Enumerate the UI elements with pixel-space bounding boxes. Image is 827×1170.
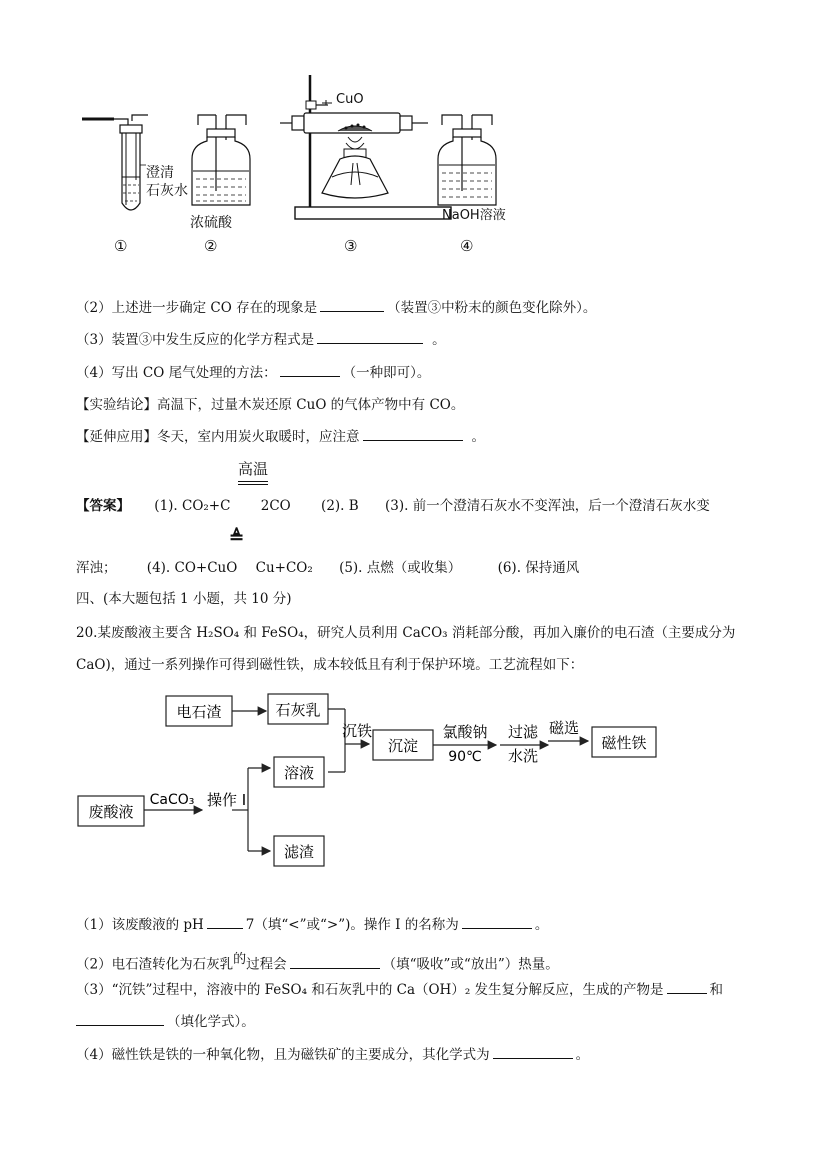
rongye-label: 溶液	[283, 764, 315, 782]
device-number-4: ④	[460, 237, 474, 255]
naoh-label: NaOH溶液	[442, 208, 506, 223]
cuo-label: CuO	[336, 92, 364, 107]
cixuan-label: 磁选	[548, 719, 580, 737]
diancizha-label: 电石渣	[176, 703, 222, 721]
lvzha-label: 滤渣	[283, 843, 315, 861]
high-temp-condition: 高温	[238, 460, 268, 485]
answer-blank[interactable]	[320, 299, 384, 312]
question-2: （2）上述进一步确定 CO 存在的现象是 （装置③中粉末的颜色变化除外）。	[76, 300, 597, 316]
section-4-heading: 四、(本大题包括 1 小题，共 10 分)	[76, 591, 292, 607]
temp-label: 90℃	[448, 749, 482, 765]
subquestion-4: （4）磁性铁是铁的一种氧化物，且为磁铁矿的主要成分，其化学式为 。	[76, 1047, 590, 1063]
device-2-wash-bottle	[192, 115, 250, 205]
question-20-line-1: 20.某废酸液主要含 H₂SO₄ 和 FeSO₄，研究人员利用 CaCO₃ 消耗部分酸，再加入廉价的电石渣（主要成分为	[76, 625, 736, 641]
conc-sulfuric-label: 浓硫酸	[190, 215, 232, 231]
device-1-test-tube	[82, 115, 148, 210]
device-4-naoh-bottle	[438, 115, 496, 205]
subquestion-1: （1）该废酸液的 pH 7（填“<”或“>”)。操作 I 的名称为 。	[76, 917, 549, 933]
answer-blank[interactable]	[462, 916, 532, 929]
extension-application: 【延伸应用】冬天，室内用炭火取暖时，应注意 。	[76, 429, 485, 445]
caco3-label: CaCO₃	[149, 792, 195, 808]
device-number-1: ①	[114, 237, 128, 255]
answer-blank[interactable]	[363, 428, 463, 441]
shuixi-label: 水洗	[507, 747, 539, 765]
device-3-reduction-tube	[280, 75, 451, 219]
answer-line-1: 【答案】 (1). CO₂+C 2CO (2). B (3). 前一个澄清石灰水不变浑浊，后一个澄清石灰水变	[76, 498, 710, 514]
answer-line-2: 浑浊； (4). CO+CuO Cu+CO₂ (5). 点燃（或收集） (6). 保持通风	[76, 560, 580, 576]
lvsuanna-label: 氯酸钠	[442, 723, 488, 741]
apparatus-figure	[70, 65, 530, 265]
cixingtie-label: 磁性铁	[601, 734, 647, 752]
answer-blank[interactable]	[280, 364, 340, 377]
limewater-label-1: 澄清	[146, 165, 174, 181]
device-number-3: ③	[344, 237, 358, 255]
subquestion-3: （3）“沉铁”过程中，溶液中的 FeSO₄ 和石灰乳中的 Ca（OH）₂ 发生复分解反应，生成的产物是 和	[76, 982, 724, 998]
subquestion-3-line-2: （填化学式）。	[76, 1013, 255, 1031]
answer-blank[interactable]	[207, 916, 243, 929]
chendian-label: 沉淀	[387, 737, 419, 755]
limewater-label-2: 石灰水	[146, 183, 188, 199]
answer-blank[interactable]	[493, 1046, 573, 1059]
guolv-label: 过滤	[507, 723, 539, 741]
question-4: （4）写出 CO 尾气处理的方法： （一种即可）。	[76, 365, 431, 381]
process-flowchart	[70, 685, 670, 875]
answer-blank[interactable]	[76, 1013, 164, 1026]
question-3: （3）装置③中发生反应的化学方程式是 。	[76, 332, 446, 348]
answer-blank[interactable]	[317, 331, 423, 344]
answer-blank[interactable]	[667, 981, 707, 994]
answer-blank[interactable]	[290, 956, 380, 969]
chentie-label: 沉铁	[342, 722, 373, 740]
subquestion-2: （2）电石渣转化为石灰乳$^的$过程会 （填“吸收”或“放出”）热量。	[76, 952, 559, 973]
shihuiru-label: 石灰乳	[275, 701, 321, 719]
device-number-2: ②	[204, 237, 218, 255]
question-20-line-2: CaO)，通过一系列操作可得到磁性铁，成本较低且有利于保护环境。工艺流程如下：	[76, 657, 584, 673]
heat-symbol: ≜	[229, 527, 245, 548]
feisuanye-label: 废酸液	[88, 803, 134, 821]
experiment-conclusion: 【实验结论】高温下，过量木炭还原 CuO 的气体产物中有 CO。	[76, 397, 465, 413]
caozuo-label: 操作 I	[207, 791, 247, 809]
